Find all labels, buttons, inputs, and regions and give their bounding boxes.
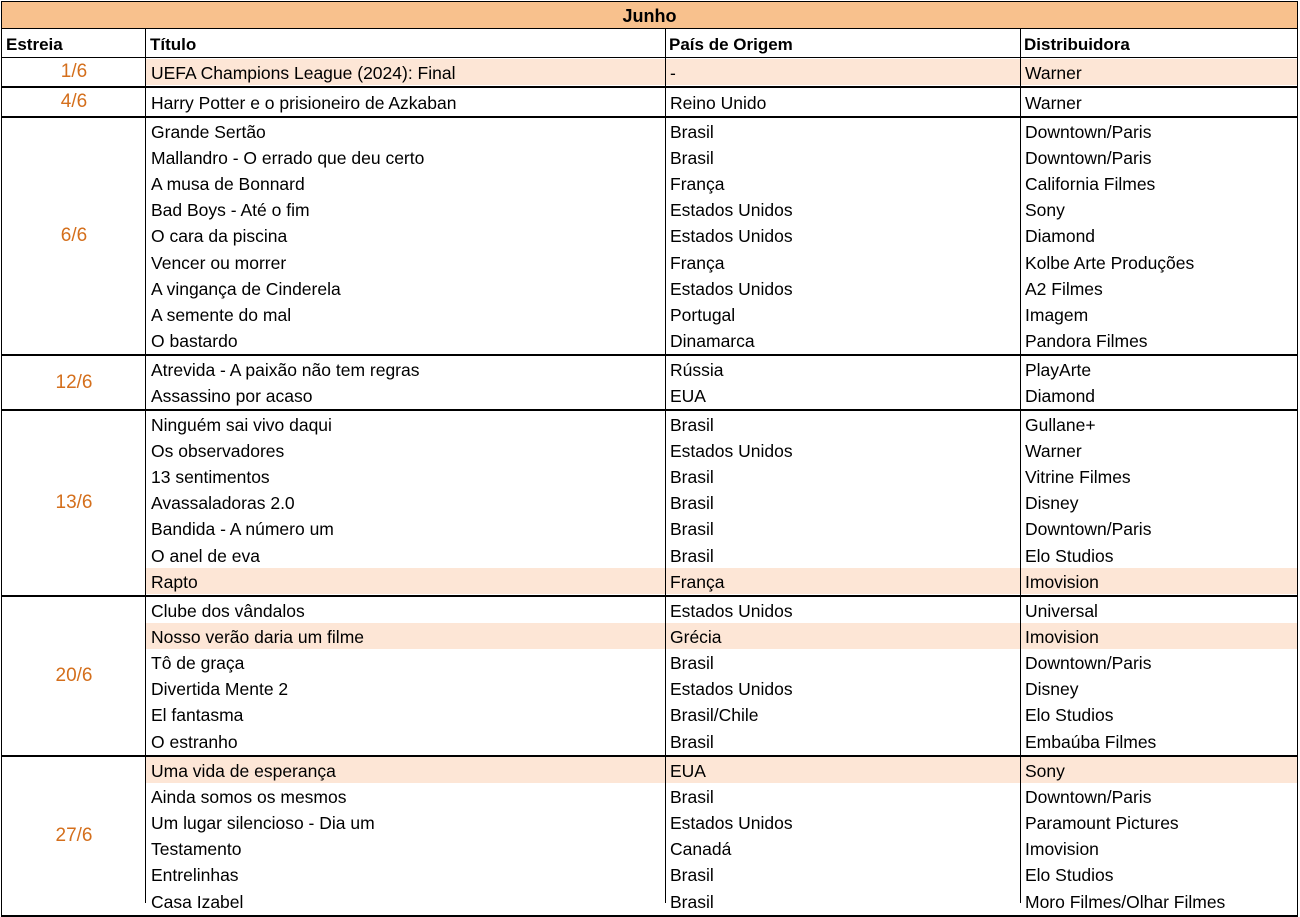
release-group xyxy=(1,757,1298,917)
release-date[interactable]: 12/6 xyxy=(55,371,93,393)
distributor[interactable]: Imovision xyxy=(1025,839,1099,860)
table-row[interactable] xyxy=(146,301,1297,327)
movie-title[interactable]: Assassino por acaso xyxy=(151,386,313,407)
movie-title[interactable]: O anel de eva xyxy=(151,545,260,566)
country-of-origin[interactable]: Brasil xyxy=(670,467,714,488)
header-titulo: Título xyxy=(150,35,197,54)
movie-title[interactable]: Os observadores xyxy=(151,441,285,462)
table-row[interactable] xyxy=(146,542,1297,568)
column-divider xyxy=(1020,29,1021,903)
movie-title[interactable]: Mallandro - O errado que deu certo xyxy=(151,148,425,169)
table-row[interactable] xyxy=(146,327,1297,353)
country-of-origin[interactable]: Brasil xyxy=(670,891,714,912)
distributor[interactable]: Universal xyxy=(1025,601,1098,621)
distributor[interactable]: Gullane+ xyxy=(1025,415,1096,435)
movie-title[interactable]: Testamento xyxy=(151,839,242,860)
distributor[interactable]: Diamond xyxy=(1025,226,1096,247)
distributor[interactable]: Elo Studios xyxy=(1025,705,1114,726)
country-of-origin[interactable]: Portugal xyxy=(670,304,736,325)
country-of-origin[interactable]: Estados Unidos xyxy=(670,813,793,834)
distributor[interactable]: Kolbe Arte Produções xyxy=(1025,252,1195,273)
country-of-origin[interactable]: Dinamarca xyxy=(670,330,755,351)
country-of-origin[interactable]: EUA xyxy=(670,386,706,407)
distributor[interactable]: Elo Studios xyxy=(1025,545,1114,566)
movie-title[interactable]: Rapto xyxy=(151,571,198,592)
country-of-origin[interactable]: Brasil xyxy=(670,493,714,514)
country-of-origin[interactable]: Brasil xyxy=(670,865,714,886)
distributor[interactable]: Downtown/Paris xyxy=(1025,787,1152,808)
table-row[interactable] xyxy=(146,382,1297,408)
movie-title[interactable]: O estranho xyxy=(151,731,238,752)
table-row[interactable] xyxy=(146,515,1297,541)
table-row[interactable] xyxy=(146,249,1297,275)
sheet-title: Junho xyxy=(1,1,1298,29)
table-row[interactable] xyxy=(146,144,1297,170)
country-of-origin[interactable]: Brasil/Chile xyxy=(670,705,759,726)
movie-title[interactable]: Casa Izabel xyxy=(151,891,244,912)
movie-title[interactable]: Uma vida de esperança xyxy=(151,761,336,781)
country-of-origin[interactable]: França xyxy=(670,174,725,195)
distributor[interactable]: Elo Studios xyxy=(1025,865,1114,886)
movie-title[interactable]: O cara da piscina xyxy=(151,226,288,247)
distributor[interactable]: Downtown/Paris xyxy=(1025,148,1152,169)
country-of-origin[interactable]: Brasil xyxy=(670,122,714,142)
distributor[interactable]: Sony xyxy=(1025,761,1065,781)
movie-title[interactable]: Atrevida - A paixão não tem regras xyxy=(151,360,420,380)
country-of-origin[interactable]: Estados Unidos xyxy=(670,679,793,700)
release-group xyxy=(1,597,1298,757)
country-of-origin[interactable]: Estados Unidos xyxy=(670,200,793,221)
country-of-origin[interactable]: EUA xyxy=(670,761,706,781)
release-group xyxy=(1,88,1298,118)
distributor[interactable]: Diamond xyxy=(1025,386,1096,407)
country-of-origin[interactable]: Estados Unidos xyxy=(670,441,793,462)
table-row[interactable] xyxy=(146,675,1297,701)
release-group xyxy=(1,118,1298,356)
table-row[interactable] xyxy=(146,568,1297,594)
distributor[interactable]: Pandora Filmes xyxy=(1025,330,1148,351)
release-date[interactable]: 27/6 xyxy=(55,825,93,846)
movie-title[interactable]: Ainda somos os mesmos xyxy=(151,787,347,808)
country-of-origin[interactable]: Estados Unidos xyxy=(670,226,793,247)
movie-title[interactable]: A musa de Bonnard xyxy=(151,174,305,195)
country-of-origin[interactable]: Reino Unido xyxy=(670,93,767,113)
distributor[interactable]: Downtown/Paris xyxy=(1025,519,1152,540)
header-row xyxy=(1,29,1298,58)
distributor[interactable]: Downtown/Paris xyxy=(1025,653,1152,674)
table-row[interactable] xyxy=(146,356,1297,382)
table-row[interactable] xyxy=(146,623,1297,649)
distributor[interactable]: Disney xyxy=(1025,493,1079,514)
table-row[interactable] xyxy=(146,89,1297,115)
table-row[interactable] xyxy=(146,649,1297,675)
movie-title[interactable]: A vingança de Cinderela xyxy=(151,278,341,299)
movie-title[interactable]: Avassaladoras 2.0 xyxy=(151,493,295,514)
movie-title[interactable]: Harry Potter e o prisioneiro de Azkaban xyxy=(151,93,457,113)
table-row[interactable] xyxy=(146,118,1297,144)
table-row[interactable] xyxy=(146,196,1297,222)
distributor[interactable]: A2 Filmes xyxy=(1025,278,1103,299)
movie-title[interactable]: Ninguém sai vivo daqui xyxy=(151,415,332,435)
table-row[interactable] xyxy=(146,861,1297,887)
movie-title[interactable]: Nosso verão daria um filme xyxy=(151,627,364,648)
distributor[interactable]: PlayArte xyxy=(1025,360,1092,380)
table-row[interactable] xyxy=(146,888,1297,914)
country-of-origin[interactable]: Estados Unidos xyxy=(670,278,793,299)
table-row[interactable] xyxy=(146,59,1297,85)
country-of-origin[interactable]: Brasil xyxy=(670,519,714,540)
release-date[interactable]: 6/6 xyxy=(60,225,88,246)
distributor[interactable]: Paramount Pictures xyxy=(1025,813,1179,834)
table-row[interactable] xyxy=(146,783,1297,809)
table-row[interactable] xyxy=(146,437,1297,463)
table-row[interactable] xyxy=(146,701,1297,727)
movie-title[interactable]: UEFA Champions League (2024): Final xyxy=(151,63,456,83)
table-row[interactable] xyxy=(146,489,1297,515)
country-of-origin[interactable]: França xyxy=(670,252,725,273)
movie-title[interactable]: Divertida Mente 2 xyxy=(151,679,289,700)
movie-title[interactable]: A semente do mal xyxy=(151,304,292,325)
distributor[interactable]: Warner xyxy=(1025,441,1082,462)
distributor[interactable]: Downtown/Paris xyxy=(1025,122,1152,142)
country-of-origin[interactable]: Grécia xyxy=(670,627,722,648)
table-row[interactable] xyxy=(146,170,1297,196)
movie-title[interactable]: Entrelinhas xyxy=(151,865,239,886)
release-date[interactable]: 20/6 xyxy=(55,665,93,686)
movie-title[interactable]: 13 sentimentos xyxy=(151,467,270,488)
country-of-origin[interactable]: Brasil xyxy=(670,545,714,566)
movie-title[interactable]: Tô de graça xyxy=(151,653,245,674)
header-pais: País de Origem xyxy=(669,35,793,54)
table-row[interactable] xyxy=(146,835,1297,861)
header-estreia: Estreia xyxy=(6,35,63,54)
distributor[interactable]: Disney xyxy=(1025,679,1079,700)
distributor[interactable]: Sony xyxy=(1025,200,1065,221)
country-of-origin[interactable]: Brasil xyxy=(670,415,714,435)
country-of-origin[interactable]: Canadá xyxy=(670,839,732,860)
distributor[interactable]: Embaúba Filmes xyxy=(1025,731,1157,752)
table-row[interactable] xyxy=(146,757,1297,783)
movie-title[interactable]: Bandida - A número um xyxy=(151,519,334,540)
table-row[interactable] xyxy=(146,728,1297,754)
movie-title[interactable]: O bastardo xyxy=(151,330,238,351)
distributor[interactable]: Imagem xyxy=(1025,304,1089,325)
table-row[interactable] xyxy=(146,275,1297,301)
country-of-origin[interactable]: Estados Unidos xyxy=(670,601,793,621)
table-row[interactable] xyxy=(146,809,1297,835)
country-of-origin[interactable]: Brasil xyxy=(670,653,714,674)
country-of-origin[interactable]: França xyxy=(670,571,725,592)
movie-title[interactable]: El fantasma xyxy=(151,705,244,726)
distributor[interactable]: Imovision xyxy=(1025,627,1099,648)
movie-title[interactable]: Grande Sertão xyxy=(151,122,266,142)
column-divider xyxy=(145,29,146,903)
column-divider xyxy=(665,29,666,903)
distributor[interactable]: Moro Filmes/Olhar Filmes xyxy=(1025,891,1226,912)
release-group xyxy=(1,356,1298,411)
table-row[interactable] xyxy=(146,463,1297,489)
distributor[interactable]: Imovision xyxy=(1025,571,1099,592)
release-group xyxy=(1,58,1298,88)
distributor[interactable]: Warner xyxy=(1025,93,1082,113)
release-date[interactable]: 1/6 xyxy=(60,61,88,82)
movie-title[interactable]: Clube dos vândalos xyxy=(151,601,305,621)
distributor[interactable]: Warner xyxy=(1025,63,1082,83)
country-of-origin[interactable]: - xyxy=(670,63,676,83)
release-date[interactable]: 4/6 xyxy=(60,91,88,112)
table-row[interactable] xyxy=(146,597,1297,623)
release-group xyxy=(1,411,1298,597)
movie-title[interactable]: Vencer ou morrer xyxy=(151,252,287,273)
movie-title[interactable]: Bad Boys - Até o fim xyxy=(151,200,310,221)
country-of-origin[interactable]: Brasil xyxy=(670,731,714,752)
distributor[interactable]: Vitrine Filmes xyxy=(1025,467,1131,488)
country-of-origin[interactable]: Rússia xyxy=(670,360,724,380)
movie-title[interactable]: Um lugar silencioso - Dia um xyxy=(151,813,375,834)
release-date[interactable]: 13/6 xyxy=(55,492,93,513)
table-row[interactable] xyxy=(146,411,1297,437)
country-of-origin[interactable]: Brasil xyxy=(670,787,714,808)
header-distribuidora: Distribuidora xyxy=(1024,35,1130,54)
table-row[interactable] xyxy=(146,222,1297,248)
country-of-origin[interactable]: Brasil xyxy=(670,148,714,169)
distributor[interactable]: California Filmes xyxy=(1025,174,1156,195)
